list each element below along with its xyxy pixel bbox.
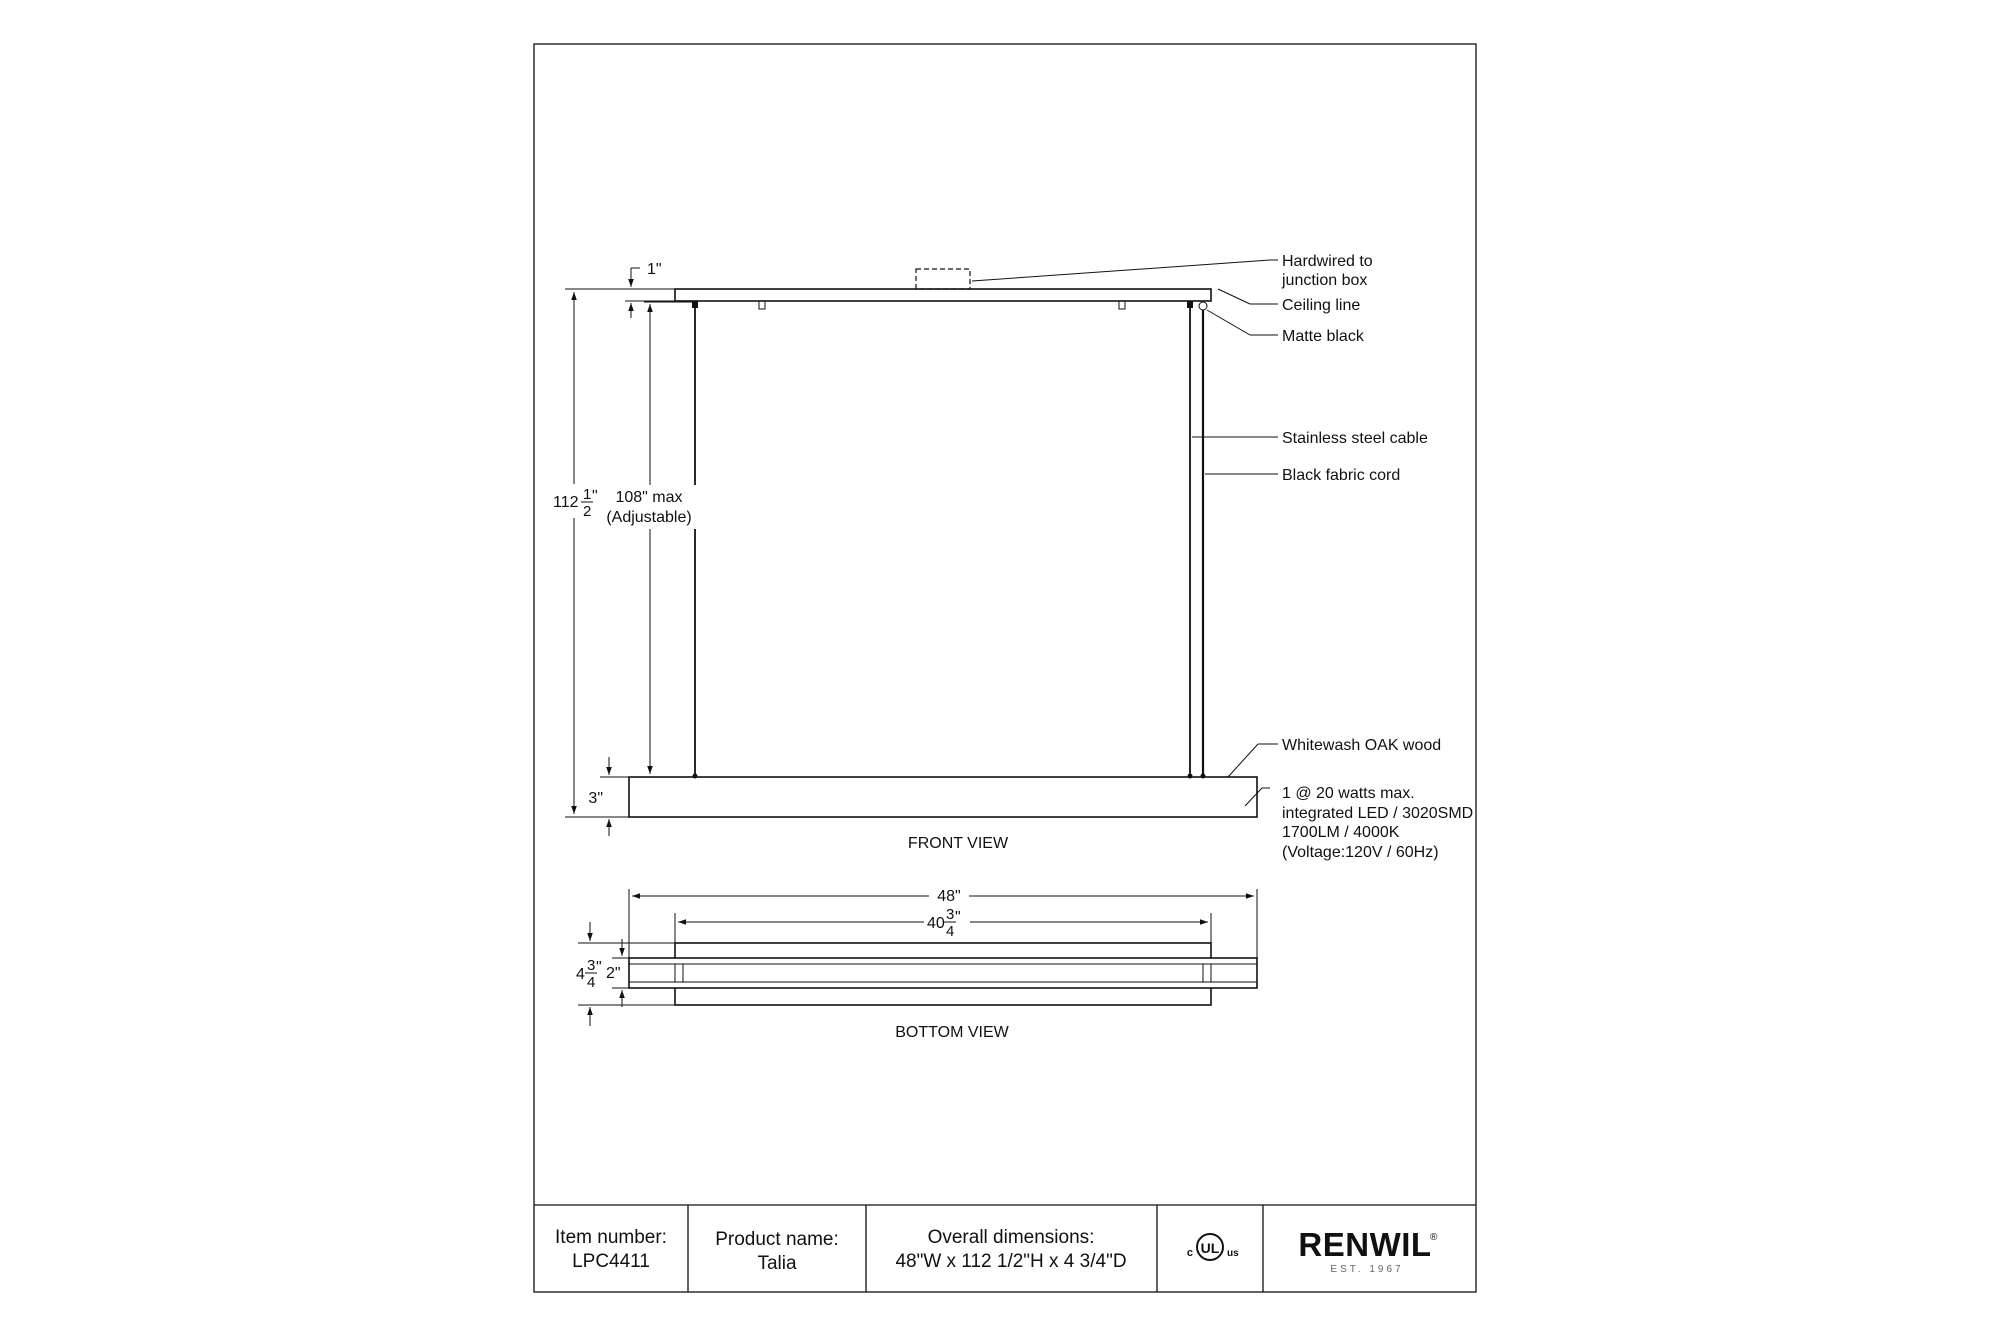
callout-wood: Whitewash OAK wood: [1282, 737, 1442, 754]
svg-text:c: c: [1186, 1247, 1193, 1259]
overall-dims-value: 48"W x 112 1/2"H x 4 3/4"D: [895, 1251, 1127, 1272]
callout-cable: Stainless steel cable: [1282, 430, 1428, 447]
junction-box: [916, 269, 970, 289]
canopy-tab: [759, 301, 765, 309]
bottom-view-caption: BOTTOM VIEW: [895, 1024, 1009, 1041]
product-name-value: Talia: [757, 1253, 797, 1274]
callout-spec-1: 1 @ 20 watts max.: [1282, 785, 1415, 802]
title-block: [534, 1205, 1476, 1292]
overall-dims-label: Overall dimensions:: [927, 1227, 1095, 1248]
cable-anchor: [693, 774, 698, 779]
cable-anchor: [1188, 774, 1193, 779]
ul-certification-icon: [1187, 1234, 1239, 1260]
brand-registered-mark: ®: [1430, 1232, 1438, 1243]
callout-ceiling-line: Ceiling line: [1282, 297, 1361, 314]
inner-depth-label: 2": [606, 965, 621, 982]
depth-unit: ": [596, 959, 602, 976]
cable-anchor: [1201, 774, 1206, 779]
depth-num: 3: [587, 957, 596, 974]
renwil-logo: [1298, 1226, 1438, 1275]
fixture-body: [629, 777, 1257, 817]
inner-width-num: 3: [946, 906, 955, 923]
overall-height-num: 1: [583, 486, 592, 503]
front-view-caption: FRONT VIEW: [907, 835, 1009, 852]
callout-hardwired-2: junction box: [1282, 272, 1368, 289]
drop-dim-note: (Adjustable): [606, 509, 692, 526]
front-view: [548, 253, 1473, 861]
depth-den: 4: [587, 974, 596, 991]
svg-text:UL: UL: [1200, 1240, 1220, 1256]
brand-established: EST. 1967: [1330, 1264, 1404, 1275]
callout-finish: Matte black: [1282, 328, 1364, 345]
inner-width-whole: 40: [927, 915, 945, 932]
product-name-label: Product name:: [715, 1229, 839, 1250]
inner-width-den: 4: [946, 923, 955, 940]
callout-spec-2: integrated LED / 3020SMD: [1282, 805, 1474, 822]
body-height-dim: 3": [588, 790, 603, 807]
callout-spec-3: 1700LM / 4000K: [1282, 824, 1400, 841]
cable-grip: [1187, 301, 1193, 308]
bottom-view: [576, 885, 1257, 1041]
bottom-width-label: 48": [937, 888, 961, 905]
item-number-value: LPC4411: [572, 1251, 650, 1272]
sheet-border: [534, 44, 1476, 1292]
drop-dim-label: 108" max: [615, 489, 683, 506]
brand-name: RENWIL: [1298, 1226, 1432, 1263]
canopy-tab: [1119, 301, 1125, 309]
overall-height-unit: ": [592, 488, 598, 505]
item-number-label: Item number:: [555, 1227, 667, 1248]
depth-whole: 4: [576, 966, 585, 983]
bottom-fixture-body: [629, 958, 1257, 988]
inner-width-unit: ": [955, 909, 961, 926]
callout-hardwired-1: Hardwired to: [1282, 253, 1373, 270]
callout-cord: Black fabric cord: [1282, 467, 1401, 484]
canopy-plate: [675, 289, 1211, 301]
cord-grip: [1199, 302, 1207, 310]
canopy-thickness-dim: 1": [647, 261, 662, 278]
overall-height-den: 2: [583, 503, 592, 520]
overall-height-whole: 112: [553, 494, 579, 511]
svg-text:us: us: [1227, 1248, 1239, 1259]
callout-spec-4: (Voltage:120V / 60Hz): [1282, 844, 1439, 861]
